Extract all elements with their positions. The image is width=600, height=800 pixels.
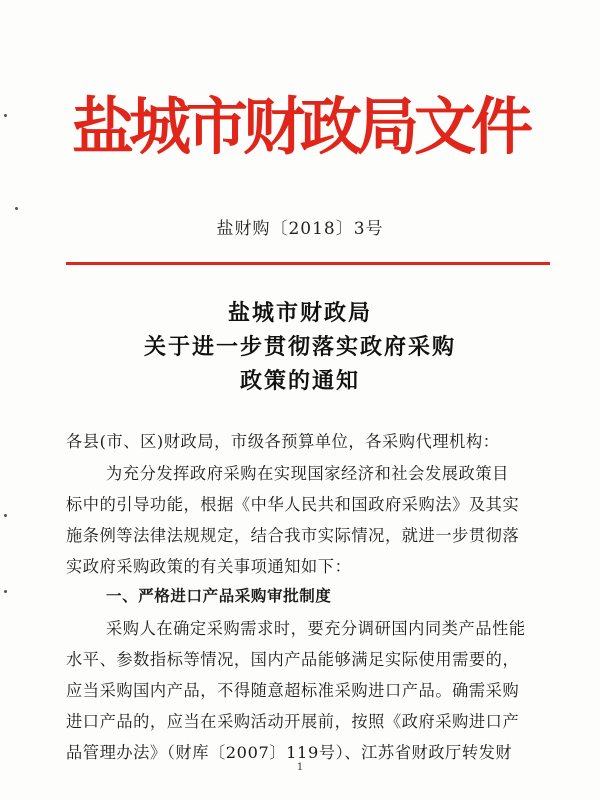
notice-title-line-1: 盐城市财政局: [227, 300, 372, 326]
paragraph-2-line-1: 采购人在确定采购需求时，要充分调研国内同类产品性能: [106, 619, 526, 638]
paragraph-2-line-5: 品管理办法》（财库〔2007〕119号）、江苏省财政厅转发财: [66, 743, 513, 762]
scan-speck: [4, 114, 7, 117]
recipients-line: 各县(市、区)财政局，市级各预算单位，各采购代理机构：: [66, 432, 500, 451]
paragraph-2-line-2: 水平、参数指标等情况，国内产品能够满足实际使用需要的，: [66, 650, 520, 669]
red-separator-line: [66, 262, 550, 265]
paragraph-2-line-3: 应当采购国内产品，不得随意超标准采购进口产品。确需采购: [66, 681, 520, 700]
scan-speck: [15, 207, 18, 210]
notice-title-line-3: 政策的通知: [239, 368, 360, 394]
document-header-title: 盐城市财政局文件: [71, 90, 528, 163]
page-number: 1: [296, 762, 304, 773]
paragraph-1-line-1: 为充分发挥政府采购在实现国家经济和社会发展政策目: [106, 464, 509, 483]
scan-speck: [4, 590, 7, 593]
document-number: 盐财购〔2018〕3号: [216, 219, 384, 239]
paragraph-1-line-2: 标中的引导功能，根据《中华人民共和国政府采购法》及其实: [66, 495, 520, 514]
paragraph-2-line-4: 进口产品的，应当在采购活动开展前，按照《政府采购进口产: [66, 712, 520, 731]
paragraph-1-line-3: 施条例等法律法规规定，结合我市实际情况，就进一步贯彻落: [66, 526, 520, 545]
paragraph-1-line-4: 实政府采购政策的有关事项通知如下：: [66, 557, 352, 576]
section-heading-1: 一、严格进口产品采购审批制度: [106, 587, 332, 605]
notice-title-line-2: 关于进一步贯彻落实政府采购: [143, 334, 456, 360]
scan-speck: [4, 514, 7, 517]
